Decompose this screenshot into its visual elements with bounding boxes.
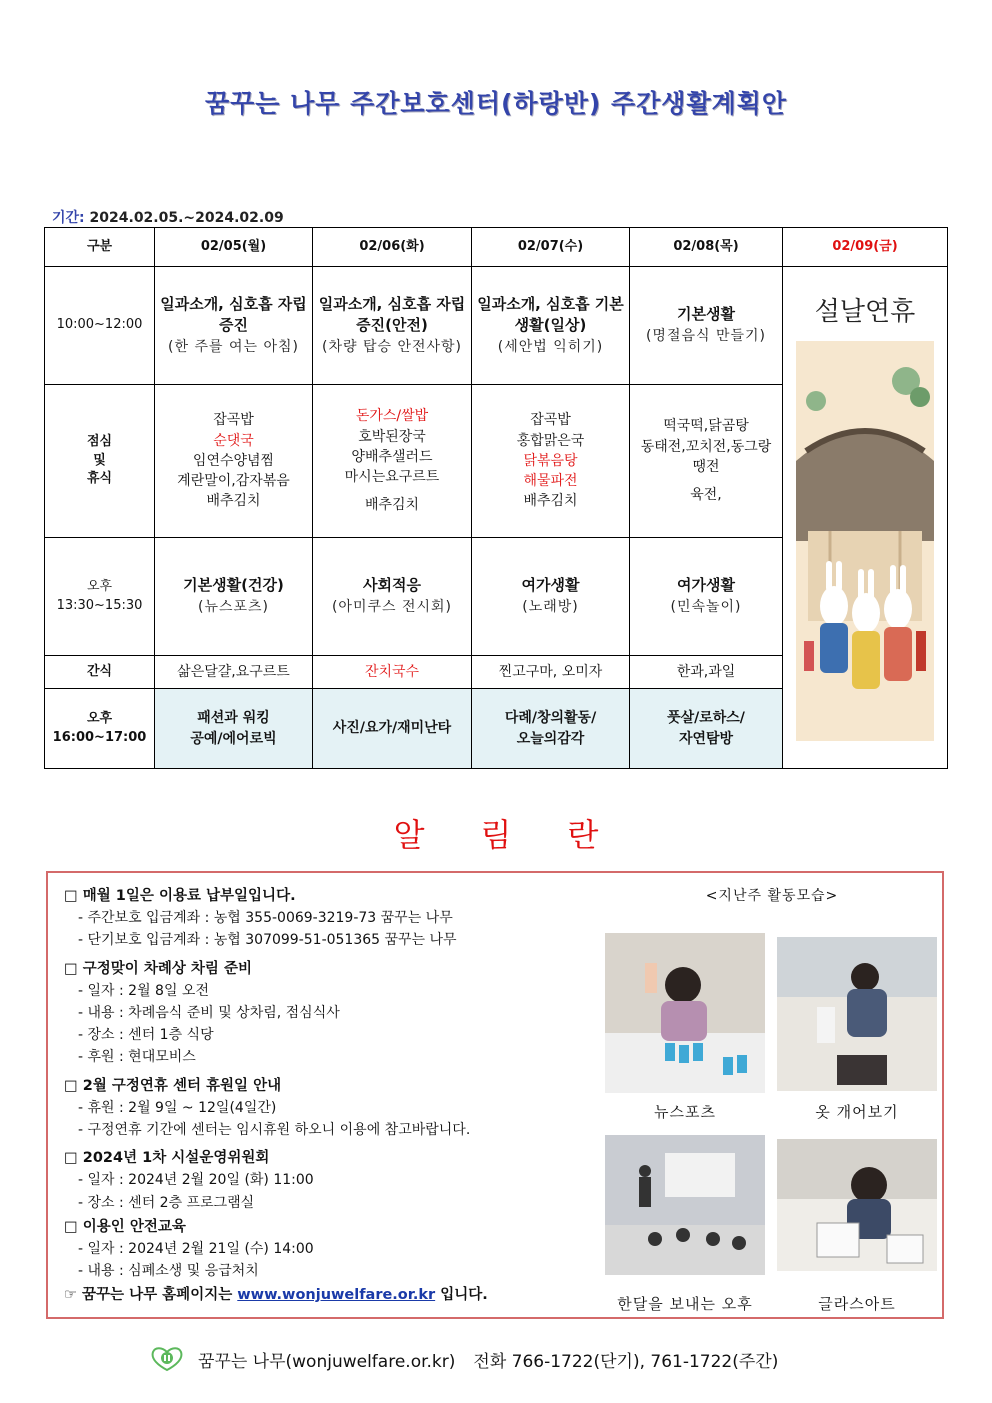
notice-item: - 장소 : 센터 1층 식당 [78, 1027, 214, 1044]
header-row [45, 228, 948, 267]
notice-heading: □ 2024년 1차 시설운영위원회 [64, 1150, 270, 1167]
lunch-mon [155, 385, 313, 538]
lunch-mon-item: 계란말이,감자볶음 [177, 473, 290, 490]
notice-item: - 후원 : 현대모비스 [78, 1049, 196, 1066]
notice-title: 알림란 [393, 816, 655, 854]
homepage-link[interactable]: www.wonjuwelfare.or.kr [237, 1287, 436, 1304]
holiday-cell [783, 267, 948, 769]
lunch-label-2: 및 [93, 452, 106, 468]
late-thu-line: 풋살/로하스/ [667, 710, 745, 727]
org-logo-icon [150, 1346, 184, 1372]
photo-glass-art-image [777, 1139, 937, 1271]
snack-label: 간식 [45, 656, 155, 689]
lunch-tue-item: 호박된장국 [358, 428, 426, 445]
afternoon-wed [472, 538, 630, 656]
late-thu-line: 자연탐방 [678, 730, 734, 747]
notice-item: - 단기보호 입금계좌 : 농협 307099-51-051365 꿈꾸는 나무 [78, 932, 457, 949]
notice-heading: □ 구정맞이 차례상 차림 준비 [64, 960, 252, 977]
lunch-label-3: 휴식 [86, 471, 113, 487]
period-value: 2024.02.05.~2024.02.09 [89, 210, 284, 226]
morning-tue-sub: (차량 탑승 안전사항) [321, 339, 463, 356]
notice-item: - 내용 : 차례음식 준비 및 상차림, 점심식사 [78, 1005, 340, 1022]
footer-org: 꿈꾸는 나무(wonjuwelfare.or.kr) [198, 1351, 456, 1372]
photos-title: <지난주 활동모습> [705, 888, 839, 904]
lunch-mon-item: 잡곡밥 [213, 412, 254, 429]
photo-caption: 글라스아트 [818, 1295, 896, 1313]
photo-caption: 옷 개어보기 [815, 1103, 899, 1121]
snack-thu: 한과,과일 [630, 656, 783, 689]
lunch-tue-item: 마시는요구르트 [344, 469, 440, 486]
period-label: 기간: [52, 210, 85, 226]
late-label-1: 오후 [86, 710, 113, 726]
morning-wed-sub: (세안법 익히기) [497, 339, 604, 356]
lunch-label-1: 점심 [86, 433, 113, 449]
notice-item: - 일자 : 2024년 2월 20일 (화) 11:00 [78, 1172, 314, 1189]
late-thu [630, 689, 783, 769]
lunch-tue [313, 385, 472, 538]
footer [150, 1346, 778, 1372]
header-fri: 02/09(금) [783, 228, 948, 267]
homepage-pre: ☞ 꿈꾸는 나무 홈페이지는 [64, 1287, 233, 1304]
morning-thu-sub: (명절음식 만들기) [645, 328, 767, 345]
morning-mon-main: 일과소개, 심호흡 자립증진 [160, 294, 307, 335]
late-tue-line: 사진/요가/재미난타 [332, 720, 452, 737]
late-mon [155, 689, 313, 769]
morning-mon-sub: (한 주를 여는 아침) [168, 339, 299, 356]
late-wed-line: 다례/창의활동/ [504, 710, 597, 727]
morning-wed-main: 일과소개, 심호흡 기본생활(일상) [477, 294, 624, 335]
snack-wed: 찐고구마, 오미자 [472, 656, 630, 689]
lunch-wed-item: 배추김치 [523, 493, 578, 510]
lunch-thu-item: 동태전,꼬치전,동그랑땡전 [640, 438, 772, 475]
afternoon-label-2: 13:30~15:30 [56, 597, 143, 613]
weekly-schedule-table [44, 227, 948, 769]
morning-thu-main: 기본생활 [677, 305, 735, 324]
notice-item: - 내용 : 심폐소생 및 응급처치 [78, 1263, 259, 1280]
photo-caption: 뉴스포츠 [654, 1103, 716, 1121]
homepage-line [64, 1284, 604, 1306]
late-wed-line: 오늘의감각 [516, 730, 585, 747]
afternoon-mon-sub: (뉴스포츠) [197, 599, 270, 616]
lunch-wed-item: 홍합맑은국 [516, 432, 585, 449]
notice-heading: □ 이용인 안전교육 [64, 1218, 186, 1235]
header-category: 구분 [45, 228, 155, 267]
late-mon-line: 패션과 워킹 [197, 710, 270, 727]
lunch-mon-item: 순댓국 [213, 432, 254, 449]
photo-caption: 한달을 보내는 오후 [617, 1295, 753, 1313]
afternoon-thu [630, 538, 783, 656]
afternoon-tue-main: 사회적응 [363, 576, 421, 595]
lunch-mon-item: 배추김치 [206, 493, 261, 510]
header-thu: 02/08(목) [630, 228, 783, 267]
header-mon: 02/05(월) [155, 228, 313, 267]
lunch-mon-item: 임연수양념찜 [192, 452, 275, 469]
snack-tue: 잔치국수 [313, 656, 472, 689]
morning-thu [630, 267, 783, 385]
late-label [45, 689, 155, 769]
late-wed [472, 689, 630, 769]
photo-monthly-afternoon-image [605, 1135, 765, 1275]
morning-mon [155, 267, 313, 385]
afternoon-thu-main: 여가생활 [677, 576, 735, 595]
lunch-wed-item: 잡곡밥 [530, 412, 571, 429]
photo-glass-art [777, 1139, 937, 1271]
new-year-rabbits-illustration [796, 341, 934, 741]
morning-label: 10:00~12:00 [45, 267, 155, 385]
afternoon-wed-sub: (노래방) [522, 599, 579, 616]
lunch-tue-item: 돈가스/쌀밥 [355, 408, 429, 425]
lunch-thu-item: 떡국떡,닭곰탕 [663, 418, 749, 435]
snack-mon: 삶은달걀,요구르트 [155, 656, 313, 689]
notice-list [64, 883, 604, 1307]
morning-tue [313, 267, 472, 385]
page-title: 꿈꾸는 나무 주간보호센터(하랑반) 주간생활계획안 [204, 89, 788, 118]
notice-item: - 일자 : 2월 8일 오전 [78, 982, 209, 999]
notice-box [46, 871, 944, 1319]
period [52, 207, 284, 227]
lunch-thu [630, 385, 783, 538]
morning-row [45, 267, 948, 385]
afternoon-thu-sub: (민속놀이) [670, 599, 742, 616]
notice-item: - 장소 : 센터 2층 프로그램실 [78, 1194, 255, 1211]
afternoon-label [45, 538, 155, 656]
activity-photos [602, 885, 942, 919]
lunch-thu-item: 육전, [690, 487, 722, 504]
late-mon-line: 공예/에어로빅 [190, 730, 277, 747]
late-tue [313, 689, 472, 769]
header-tue: 02/06(화) [313, 228, 472, 267]
afternoon-wed-main: 여가생활 [521, 576, 580, 595]
lunch-tue-item: 배추김치 [364, 497, 420, 514]
lunch-wed [472, 385, 630, 538]
lunch-wed-item: 해물파전 [523, 473, 578, 490]
photo-folding-clothes [777, 937, 937, 1097]
photo-monthly-afternoon [605, 1135, 765, 1275]
photo-new-sports [605, 933, 765, 1093]
notice-heading: □ 2월 구정연휴 센터 휴원일 안내 [64, 1077, 282, 1094]
late-label-2: 16:00~17:00 [52, 729, 147, 745]
lunch-label [45, 385, 155, 538]
notice-heading: □ 매월 1일은 이용료 납부일입니다. [64, 888, 296, 904]
afternoon-label-1: 오후 [86, 578, 113, 594]
photo-folding-clothes-image [777, 937, 937, 1091]
holiday-title: 설날연휴 [814, 296, 916, 327]
notice-item: - 주간보호 입금계좌 : 농협 355-0069-3219-73 꿈꾸는 나무 [78, 910, 453, 927]
footer-phone: 전화 766-1722(단기), 761-1722(주간) [473, 1351, 779, 1372]
afternoon-mon-main: 기본생활(건강) [183, 576, 284, 595]
morning-tue-main: 일과소개, 심호흡 자립증진(안전) [318, 294, 466, 335]
notice-item: - 휴원 : 2월 9일 ~ 12일(4일간) [78, 1099, 277, 1116]
photo-new-sports-image [605, 933, 765, 1093]
lunch-tue-item: 양배추샐러드 [351, 448, 433, 465]
notice-item: - 일자 : 2024년 2월 21일 (수) 14:00 [78, 1241, 314, 1258]
lunch-wed-item: 닭볶음탕 [523, 452, 578, 469]
afternoon-tue [313, 538, 472, 656]
rabbits-illustration-image [796, 341, 934, 741]
morning-wed [472, 267, 630, 385]
header-wed: 02/07(수) [472, 228, 630, 267]
homepage-post: 입니다. [440, 1287, 488, 1304]
notice-item: - 구정연휴 기간에 센터는 임시휴원 하오니 이용에 참고바랍니다. [78, 1122, 471, 1139]
afternoon-tue-sub: (아미쿠스 전시회) [331, 599, 453, 616]
afternoon-mon [155, 538, 313, 656]
